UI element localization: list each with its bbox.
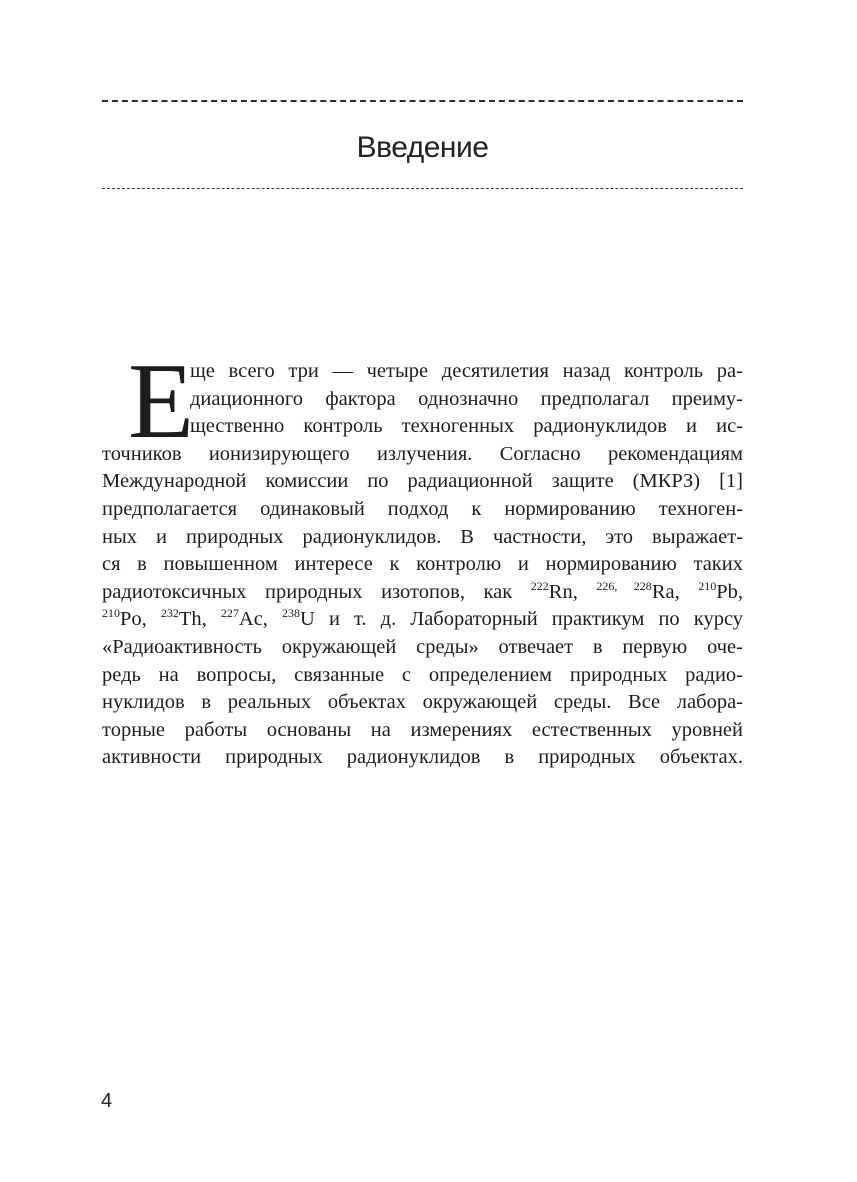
paragraph-line: точников ионизирующего излучения. Согласно рекомендациям — [102, 442, 743, 465]
isotope-mass-number: 232 — [160, 606, 179, 621]
paragraph-line: нуклидов в реальных объектах окружающей среды. Все лабора- — [102, 691, 743, 714]
isotope-symbol: Rn, — [548, 580, 578, 603]
isotope-symbol: Po, — [120, 608, 147, 631]
paragraph-line: Международной комиссии по радиационной защите (МКРЗ) [1] — [102, 470, 743, 493]
chapter-title: Введение — [356, 131, 489, 164]
drop-cap: Е — [128, 342, 194, 461]
isotope-mass-number: 210 — [698, 578, 717, 593]
isotope-mass-number: 227 — [220, 606, 239, 621]
isotope-mass-number: 226, 228 — [596, 578, 652, 593]
isotope-symbol: Th, — [178, 608, 207, 631]
paragraph-line: ся в повышенном интересе к контролю и нормированию таких — [102, 553, 743, 576]
top-dashed-rule — [102, 100, 743, 102]
paragraph-line: ных и природных радионуклидов. В частности, это выражает- — [102, 525, 743, 548]
paragraph-line: диационного фактора однозначно предполагал преиму- — [190, 387, 743, 410]
paragraph-line: активности природных радионуклидов в природных объектах. — [102, 746, 743, 769]
isotope-symbol: Pb, — [716, 580, 744, 603]
paragraph-line: торные работы основаны на измерениях естественных уровней — [102, 718, 743, 741]
paragraph-line: редь на вопросы, связанные с определением природных радио- — [102, 663, 743, 686]
intro-paragraph — [102, 342, 744, 772]
paragraph-line: ще всего три — четыре десятилетия назад контроль ра- — [190, 360, 743, 382]
paragraph-line-isotopes-1 — [102, 579, 743, 607]
isotope-mass-number: 238 — [282, 606, 301, 621]
line-text: U и т. д. Лабораторный практикум по курсу — [300, 608, 744, 631]
isotope-symbol: Ac, — [238, 608, 268, 631]
isotope-symbol: Ra, — [651, 580, 680, 603]
isotope-mass-number: 222 — [530, 578, 549, 593]
paragraph-line: «Радиоактивность окружающей среды» отвечает в первую оче- — [102, 635, 743, 658]
line-text: радиотоксичных природных изотопов, как — [102, 580, 513, 603]
paragraph-line-isotopes-2 — [102, 606, 743, 634]
isotope-mass-number: 210 — [102, 606, 120, 621]
bottom-dashed-rule — [102, 188, 743, 189]
page-number: 4 — [101, 1090, 113, 1112]
paragraph-line: предполагается одинаковый подход к нормированию техноген- — [102, 497, 743, 520]
paragraph-line: щественно контроль техногенных радионуклидов и ис- — [190, 415, 743, 438]
